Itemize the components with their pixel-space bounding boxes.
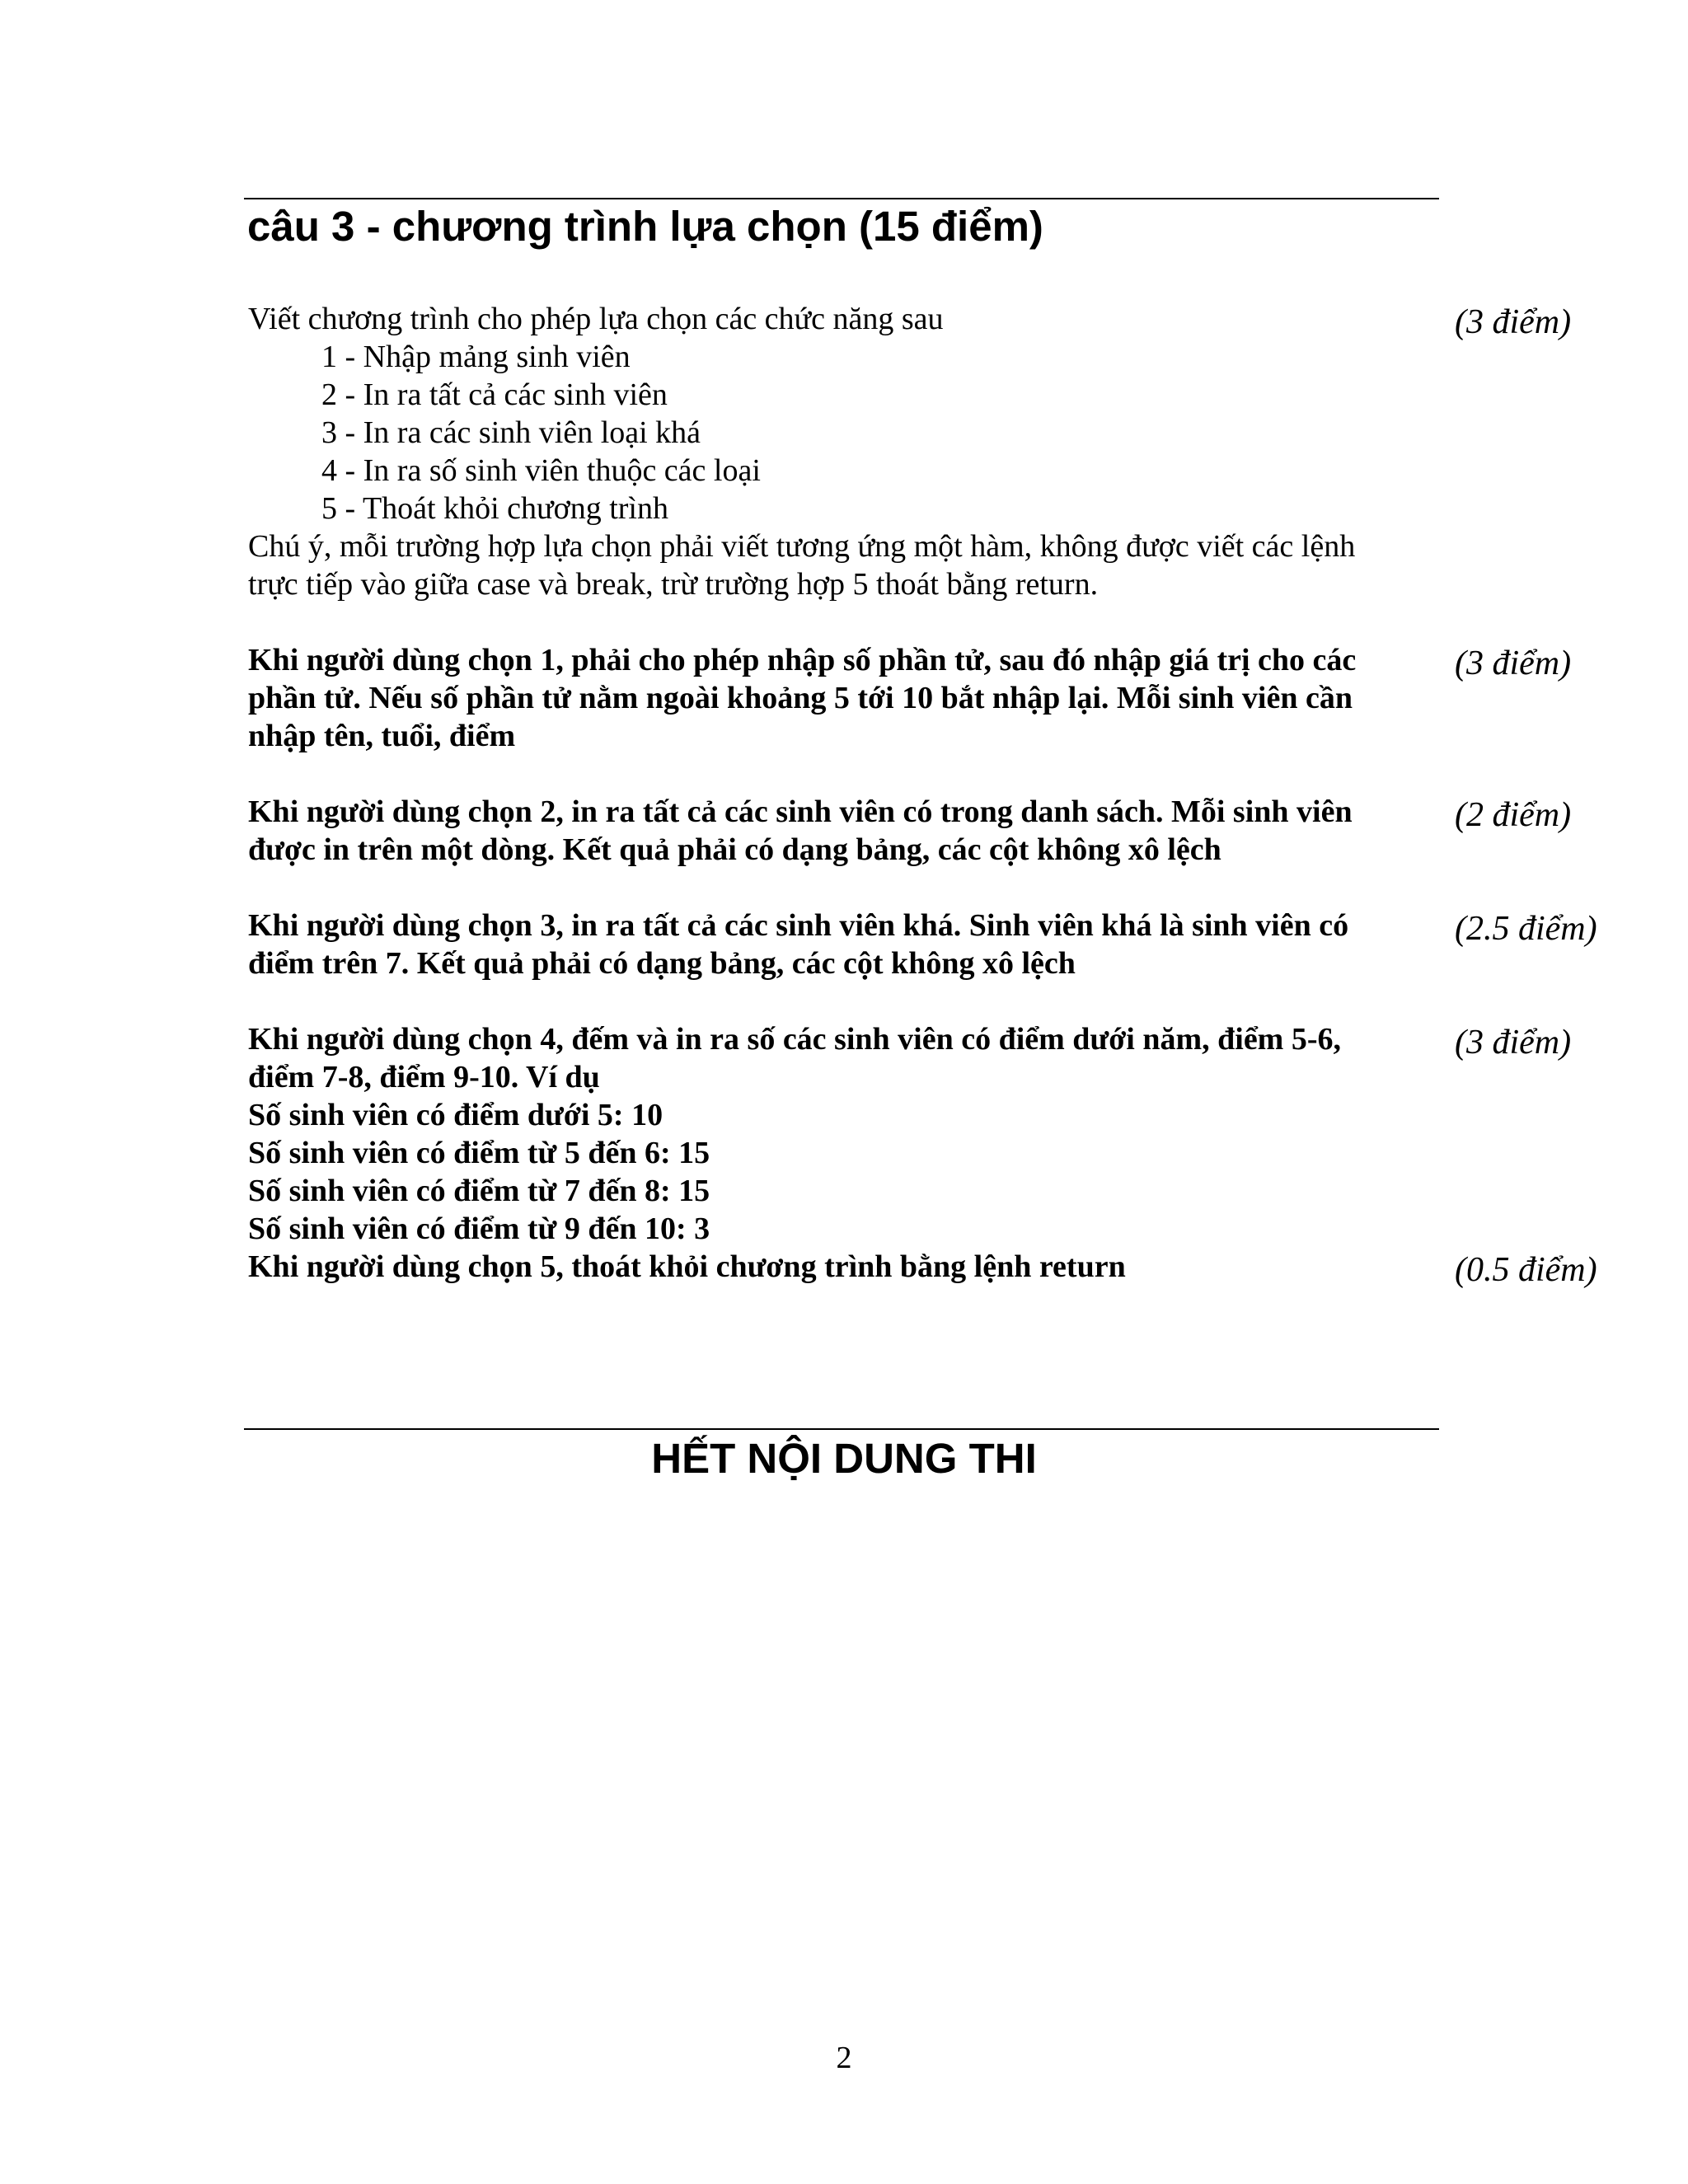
section-title: câu 3 - chương trình lựa chọn (15 điểm) — [247, 203, 1043, 250]
task-2-line: Khi người dùng chọn 2, in ra tất cả các sinh viên có trong danh sách. Mỗi sinh viên — [248, 794, 1353, 829]
task-2-points: (2 điểm) — [1455, 796, 1572, 834]
intro-note-line: Chú ý, mỗi trường hợp lựa chọn phải viết tương ứng một hàm, không được viết các lệnh — [248, 529, 1356, 564]
task-4-line: Số sinh viên có điểm từ 5 đến 6: 15 — [248, 1136, 710, 1170]
task-4-points: (3 điểm) — [1455, 1024, 1572, 1062]
task-1-line: nhập tên, tuổi, điểm — [248, 719, 516, 753]
task-1-line: phần tử. Nếu số phần tử nằm ngoài khoảng 5 tới 10 bắt nhập lại. Mỗi sinh viên cần — [248, 681, 1353, 715]
task-3-line: Khi người dùng chọn 3, in ra tất cả các sinh viên khá. Sinh viên khá là sinh viên có — [248, 908, 1349, 943]
menu-item: 1 - Nhập mảng sinh viên — [321, 340, 631, 374]
task-1-line: Khi người dùng chọn 1, phải cho phép nhập số phần tử, sau đó nhập giá trị cho các — [248, 643, 1357, 677]
task-3-points: (2.5 điểm) — [1455, 910, 1597, 948]
task-4-line: Số sinh viên có điểm dưới 5: 10 — [248, 1098, 663, 1132]
task-5-line: Khi người dùng chọn 5, thoát khỏi chương trình bằng lệnh return — [248, 1249, 1126, 1284]
top-divider — [244, 198, 1439, 199]
intro-note-line: trực tiếp vào giữa case và break, trừ trường hợp 5 thoát bằng return. — [248, 567, 1099, 602]
task-1-points: (3 điểm) — [1455, 644, 1572, 682]
task-4-line: Số sinh viên có điểm từ 7 đến 8: 15 — [248, 1174, 710, 1208]
task-4-line: Số sinh viên có điểm từ 9 đến 10: 3 — [248, 1212, 710, 1246]
page-number: 2 — [836, 2041, 852, 2075]
task-3-line: điểm trên 7. Kết quả phải có dạng bảng, các cột không xô lệch — [248, 946, 1076, 981]
intro-lead: Viết chương trình cho phép lựa chọn các chức năng sau — [248, 302, 944, 336]
menu-item: 2 - In ra tất cả các sinh viên — [321, 377, 668, 412]
bottom-divider — [244, 1428, 1439, 1430]
task-4-line: Khi người dùng chọn 4, đếm và in ra số các sinh viên có điểm dưới năm, điểm 5-6, — [248, 1022, 1341, 1057]
task-2-line: được in trên một dòng. Kết quả phải có dạng bảng, các cột không xô lệch — [248, 832, 1221, 867]
task-4-line: điểm 7-8, điểm 9-10. Ví dụ — [248, 1060, 600, 1094]
menu-item: 5 - Thoát khỏi chương trình — [321, 491, 668, 526]
menu-item: 3 - In ra các sinh viên loại khá — [321, 415, 701, 450]
intro-points: (3 điểm) — [1455, 303, 1572, 341]
menu-item: 4 - In ra số sinh viên thuộc các loại — [321, 453, 761, 488]
task-5-points: (0.5 điểm) — [1455, 1251, 1597, 1289]
end-title: HẾT NỘI DUNG THI — [651, 1435, 1037, 1482]
